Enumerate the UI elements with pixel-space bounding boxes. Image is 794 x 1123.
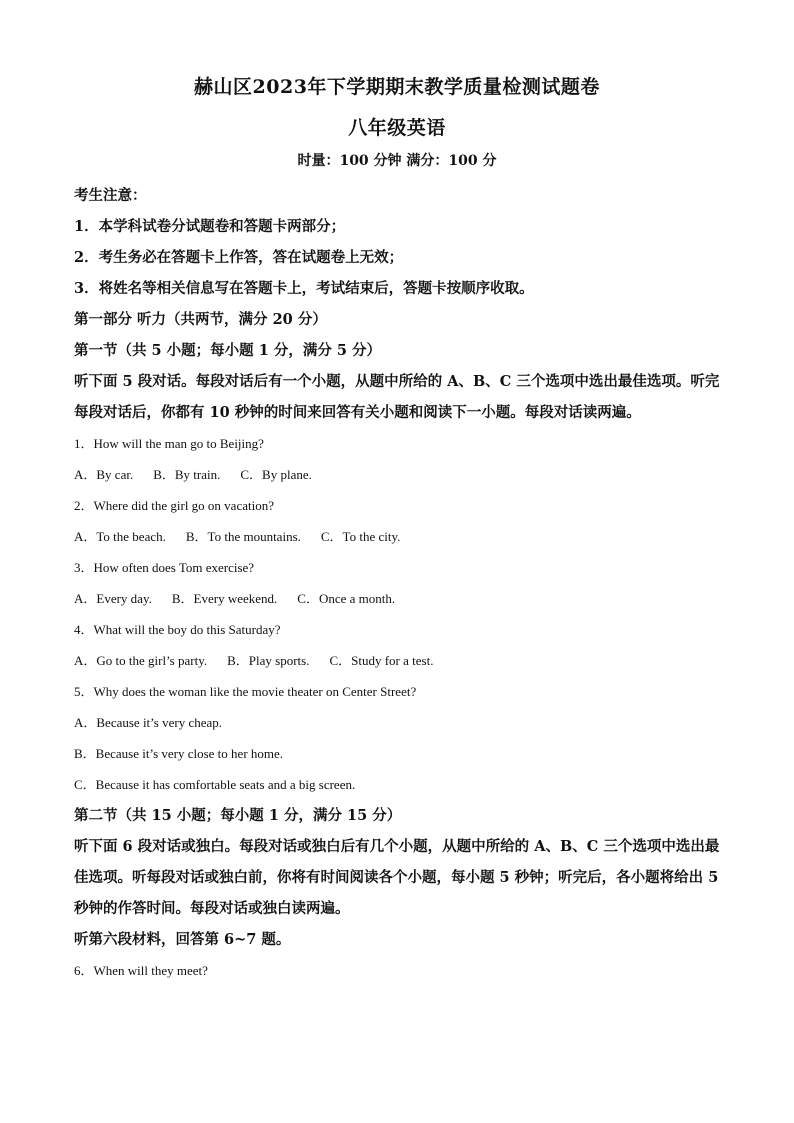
question-stem: 1．How will the man go to Beijing? [74, 436, 264, 451]
question-options [74, 459, 724, 490]
exam-content [74, 180, 724, 986]
exam-time-info: 时量：100 分钟 满分：100 分 [297, 153, 497, 169]
option-a: A．Because it’s very cheap. [74, 715, 223, 730]
option-c: C．Study for a test. [329, 653, 434, 668]
section1-instructions: 听下面 5 段对话。每段对话后有一个小题，从题中所给的 A、B、C 三个选项中选出最佳选项。听完每段对话后，你都有 10 秒钟的时间来回答有关小题和阅读下一小题。每段对话读两遍。 [74, 373, 720, 421]
question-stem: 2．Where did the girl go on vacation? [74, 498, 274, 513]
option-b: B．Play sports. [227, 653, 310, 668]
option-c: C．Because it has comfortable seats and a big screen. [74, 777, 356, 792]
notice-item: 2．考生务必在答题卡上作答，答在试题卷上无效； [74, 249, 404, 266]
option-a: A．To the beach. [74, 529, 166, 544]
question-stem: 4．What will the boy do this Saturday? [74, 622, 281, 637]
option-b: B．Every weekend. [171, 591, 278, 606]
question-stem: 5．Why does the woman like the movie theater on Center Street? [74, 684, 417, 699]
section2-heading: 第二节（共 15 小题；每小题 1 分，满分 15 分） [74, 807, 402, 824]
question-options [74, 583, 724, 614]
exam-subject: 八年级英语 [348, 117, 446, 139]
question-options [74, 645, 724, 676]
exam-title: 赫山区2023年下学期期末教学质量检测试题卷 [194, 76, 600, 98]
material-note: 听第六段材料，回答第 6~7 题。 [74, 931, 291, 948]
option-b: B．Because it’s very close to her home. [74, 746, 284, 761]
option-c: C．By plane. [240, 467, 312, 482]
part1-heading: 第一部分 听力（共两节，满分 20 分） [74, 311, 327, 328]
option-a: A．Every day. [74, 591, 152, 606]
option-a: A．By car. [74, 467, 134, 482]
notice-item: 1．本学科试卷分试题卷和答题卡两部分； [74, 218, 346, 235]
option-a: A．Go to the girl’s party. [74, 653, 208, 668]
question-options [74, 521, 724, 552]
notice-heading: 考生注意： [74, 187, 147, 204]
option-c: C．To the city. [320, 529, 401, 544]
notice-item: 3．将姓名等相关信息写在答题卡上，考试结束后，答题卡按顺序收取。 [74, 280, 534, 297]
option-b: B．To the mountains. [185, 529, 301, 544]
question-stem: 3．How often does Tom exercise? [74, 560, 255, 575]
section2-instructions: 听下面 6 段对话或独白。每段对话或独白后有几个小题，从题中所给的 A、B、C 三个选项中选出最佳选项。听每段对话或独白前，你将有时间阅读各个小题，每小题 5 秒钟；听完后，各小题将给出 5 秒钟的作答时间。每段对话或独白读两遍。 [74, 838, 720, 917]
option-c: C．Once a month. [297, 591, 396, 606]
section1-heading: 第一节（共 5 小题；每小题 1 分，满分 5 分） [74, 342, 382, 359]
question-stem: 6．When will they meet? [74, 963, 208, 978]
option-b: B．By train. [153, 467, 221, 482]
